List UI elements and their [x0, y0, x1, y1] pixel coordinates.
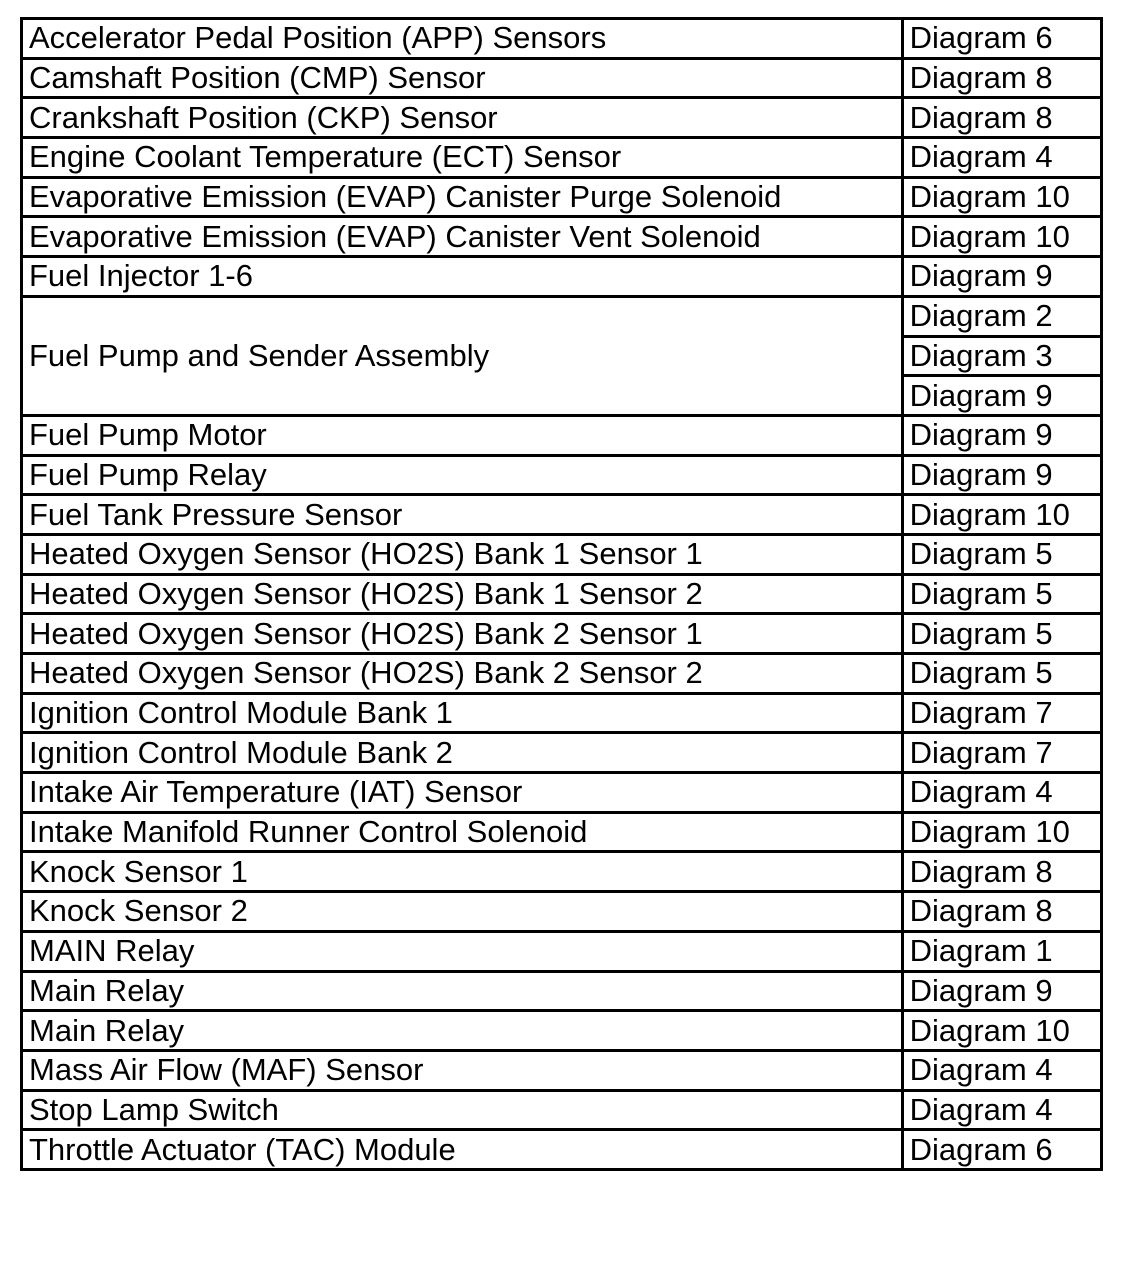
- component-name-cell: Intake Manifold Runner Control Solenoid: [22, 812, 903, 852]
- diagram-reference-cell: Diagram 8: [902, 58, 1101, 98]
- table-row: [22, 495, 1102, 535]
- table-row: [22, 773, 1102, 813]
- table-row: [22, 58, 1102, 98]
- component-name-cell: Evaporative Emission (EVAP) Canister Purge Solenoid: [22, 177, 903, 217]
- diagram-reference-cell: Diagram 9: [902, 455, 1101, 495]
- diagram-reference-cell: Diagram 5: [902, 534, 1101, 574]
- diagram-reference-cell: Diagram 5: [902, 614, 1101, 654]
- component-name-cell: Throttle Actuator (TAC) Module: [22, 1130, 903, 1170]
- table-row: [22, 812, 1102, 852]
- component-name-cell: Camshaft Position (CMP) Sensor: [22, 58, 903, 98]
- component-name-cell: Engine Coolant Temperature (ECT) Sensor: [22, 138, 903, 178]
- diagram-reference-cell: Diagram 1: [902, 931, 1101, 971]
- component-name-cell: Fuel Pump and Sender Assembly: [22, 296, 903, 415]
- diagram-reference-cell: Diagram 3: [902, 336, 1101, 376]
- diagram-reference-cell: Diagram 4: [902, 138, 1101, 178]
- table-row: [22, 1011, 1102, 1051]
- table-row: [22, 614, 1102, 654]
- diagram-reference-cell: Diagram 4: [902, 1090, 1101, 1130]
- component-name-cell: Heated Oxygen Sensor (HO2S) Bank 2 Sensor 2: [22, 654, 903, 694]
- table-row: [22, 1130, 1102, 1170]
- table-body: [22, 19, 1102, 1170]
- table-row: [22, 19, 1102, 59]
- table-row: [22, 455, 1102, 495]
- table-row: [22, 931, 1102, 971]
- diagram-reference-cell: Diagram 7: [902, 733, 1101, 773]
- component-name-cell: Fuel Injector 1-6: [22, 257, 903, 297]
- diagram-reference-cell: Diagram 9: [902, 376, 1101, 416]
- diagram-reference-cell: Diagram 9: [902, 971, 1101, 1011]
- table-row: [22, 177, 1102, 217]
- diagram-reference-cell: Diagram 2: [902, 296, 1101, 336]
- component-name-cell: Evaporative Emission (EVAP) Canister Vent Solenoid: [22, 217, 903, 257]
- diagram-reference-cell: Diagram 7: [902, 693, 1101, 733]
- table-row: [22, 217, 1102, 257]
- diagram-reference-cell: Diagram 8: [902, 98, 1101, 138]
- diagram-reference-cell: Diagram 9: [902, 257, 1101, 297]
- table-row: [22, 574, 1102, 614]
- component-name-cell: Intake Air Temperature (IAT) Sensor: [22, 773, 903, 813]
- table-row: [22, 892, 1102, 932]
- table-row: [22, 971, 1102, 1011]
- component-name-cell: Fuel Tank Pressure Sensor: [22, 495, 903, 535]
- component-name-cell: Main Relay: [22, 971, 903, 1011]
- diagram-reference-cell: Diagram 5: [902, 654, 1101, 694]
- table-row: [22, 654, 1102, 694]
- component-diagram-index-table: [20, 17, 1103, 1171]
- table-row: [22, 693, 1102, 733]
- diagram-reference-cell: Diagram 4: [902, 1050, 1101, 1090]
- diagram-reference-cell: Diagram 9: [902, 415, 1101, 455]
- component-name-cell: Fuel Pump Motor: [22, 415, 903, 455]
- component-name-cell: Crankshaft Position (CKP) Sensor: [22, 98, 903, 138]
- diagram-reference-cell: Diagram 8: [902, 892, 1101, 932]
- diagram-reference-cell: Diagram 4: [902, 773, 1101, 813]
- diagram-reference-cell: Diagram 8: [902, 852, 1101, 892]
- diagram-reference-cell: Diagram 10: [902, 495, 1101, 535]
- component-name-cell: MAIN Relay: [22, 931, 903, 971]
- table-row: [22, 296, 1102, 336]
- table-row: [22, 98, 1102, 138]
- table-row: [22, 1050, 1102, 1090]
- table-row: [22, 257, 1102, 297]
- diagram-reference-cell: Diagram 10: [902, 177, 1101, 217]
- diagram-reference-cell: Diagram 6: [902, 1130, 1101, 1170]
- diagram-reference-cell: Diagram 6: [902, 19, 1101, 59]
- component-name-cell: Heated Oxygen Sensor (HO2S) Bank 2 Sensor 1: [22, 614, 903, 654]
- component-name-cell: Fuel Pump Relay: [22, 455, 903, 495]
- table-row: [22, 852, 1102, 892]
- table-row: [22, 415, 1102, 455]
- diagram-reference-cell: Diagram 10: [902, 812, 1101, 852]
- component-name-cell: Ignition Control Module Bank 1: [22, 693, 903, 733]
- component-name-cell: Main Relay: [22, 1011, 903, 1051]
- diagram-reference-cell: Diagram 10: [902, 217, 1101, 257]
- component-name-cell: Ignition Control Module Bank 2: [22, 733, 903, 773]
- component-name-cell: Heated Oxygen Sensor (HO2S) Bank 1 Sensor 1: [22, 534, 903, 574]
- component-name-cell: Stop Lamp Switch: [22, 1090, 903, 1130]
- diagram-reference-cell: Diagram 10: [902, 1011, 1101, 1051]
- component-name-cell: Accelerator Pedal Position (APP) Sensors: [22, 19, 903, 59]
- table-row: [22, 1090, 1102, 1130]
- table-row: [22, 733, 1102, 773]
- component-name-cell: Knock Sensor 1: [22, 852, 903, 892]
- diagram-reference-cell: Diagram 5: [902, 574, 1101, 614]
- component-name-cell: Knock Sensor 2: [22, 892, 903, 932]
- table-row: [22, 534, 1102, 574]
- component-name-cell: Heated Oxygen Sensor (HO2S) Bank 1 Sensor 2: [22, 574, 903, 614]
- table-row: [22, 138, 1102, 178]
- component-name-cell: Mass Air Flow (MAF) Sensor: [22, 1050, 903, 1090]
